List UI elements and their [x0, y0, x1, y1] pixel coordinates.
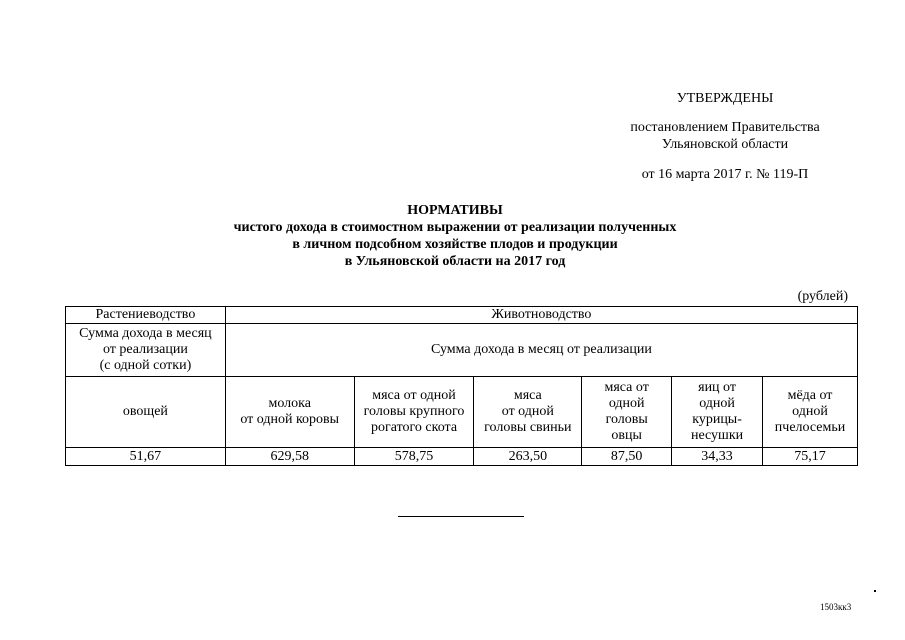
- header-line: овощей: [122, 404, 168, 419]
- header-line: головы крупного: [363, 404, 465, 419]
- header-line: мёда от: [787, 388, 833, 403]
- value-cell: 87,50: [582, 448, 672, 466]
- column-header: [763, 377, 858, 448]
- header-line: головы: [605, 412, 648, 427]
- header-line: яиц от: [698, 380, 736, 395]
- approval-line: постановлением Правительства: [630, 120, 820, 135]
- value-cell: 51,67: [66, 448, 226, 466]
- group-header-plant: Растениеводство: [66, 307, 226, 324]
- title-main: НОРМАТИВЫ: [407, 203, 503, 218]
- animal-income-header: Сумма дохода в месяц от реализации: [225, 324, 857, 377]
- value-cell: 578,75: [354, 448, 474, 466]
- column-header: [474, 377, 582, 448]
- header-line: курицы-: [692, 412, 742, 427]
- header-line: одной: [792, 404, 828, 419]
- header-line: Сумма дохода в месяц: [79, 326, 212, 341]
- column-header: [354, 377, 474, 448]
- table-row: [66, 324, 858, 377]
- header-line: одной: [699, 396, 735, 411]
- header-line: мяса от: [604, 380, 649, 395]
- column-header: [582, 377, 672, 448]
- approval-line: Ульяновской области: [661, 137, 789, 152]
- header-line: от одной: [501, 404, 554, 419]
- approval-block: [600, 90, 850, 183]
- header-line: рогатого скота: [370, 420, 458, 435]
- header-line: молока: [268, 396, 311, 411]
- header-line: мяса от одной: [372, 388, 456, 403]
- footer-code: 1503кк3: [820, 602, 852, 612]
- header-line: мяса: [513, 388, 542, 403]
- table-row: [66, 307, 858, 324]
- title-line: в личном подсобном хозяйстве плодов и продукции: [292, 237, 618, 252]
- value-cell: 75,17: [763, 448, 858, 466]
- approval-heading: УТВЕРЖДЕНЫ: [676, 91, 774, 106]
- table-row: [66, 448, 858, 466]
- value-cell: 629,58: [225, 448, 354, 466]
- plant-income-header: [66, 324, 226, 377]
- column-header: [225, 377, 354, 448]
- value-cell: 263,50: [474, 448, 582, 466]
- header-line: (с одной сотки): [99, 358, 192, 373]
- header-line: пчелосемьи: [774, 420, 846, 435]
- document-title: [150, 202, 760, 270]
- header-line: от реализации: [102, 342, 188, 357]
- approval-date: от 16 марта 2017 г. № 119-П: [641, 167, 809, 182]
- header-line: головы свиньи: [484, 420, 572, 435]
- column-header: [672, 377, 763, 448]
- column-header: [66, 377, 226, 448]
- value-cell: 34,33: [672, 448, 763, 466]
- header-line: одной: [608, 396, 645, 411]
- units-label: (рублей): [797, 289, 848, 304]
- title-line: в Ульяновской области на 2017 год: [344, 254, 566, 269]
- table-row: [66, 377, 858, 448]
- header-line: несушки: [690, 428, 744, 443]
- speck-mark: [874, 590, 876, 592]
- header-line: от одной коровы: [240, 412, 340, 427]
- norms-table: [65, 306, 858, 466]
- group-header-animal: Животноводство: [225, 307, 857, 324]
- header-line: овцы: [611, 428, 642, 443]
- title-line: чистого дохода в стоимостном выражении от реализации полученных: [233, 220, 677, 235]
- divider-line: [398, 516, 524, 517]
